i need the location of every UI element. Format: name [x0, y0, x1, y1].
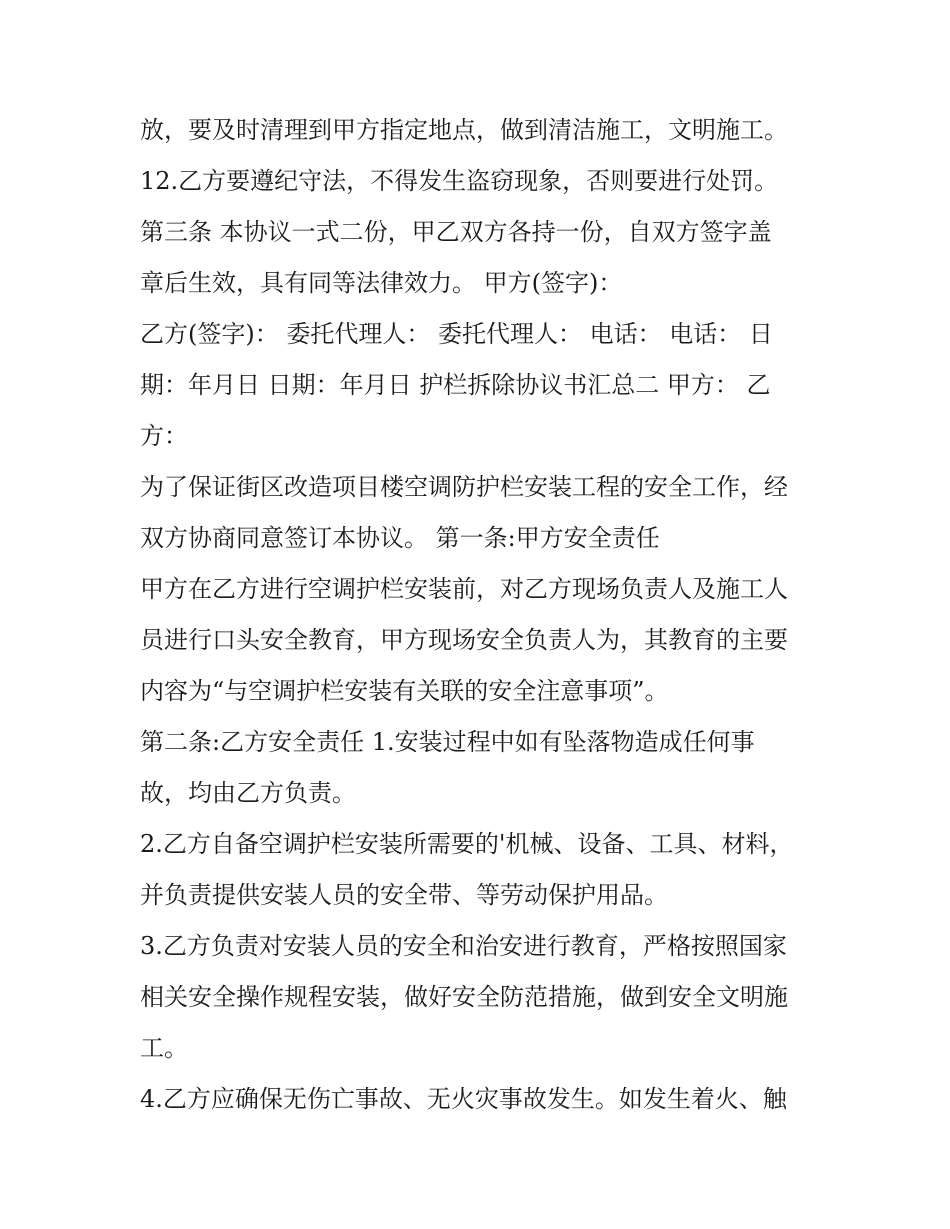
text-line: 期：年月日 日期：年月日 护栏拆除协议书汇总二 甲方： 乙 — [140, 371, 771, 399]
text-line: 双方协商同意签订本协议。 第一条:甲方安全责任 — [140, 524, 660, 552]
text-line: 相关安全操作规程安装，做好安全防范措施，做到安全文明施 — [140, 983, 788, 1011]
text-line: 内容为“与空调护栏安装有关联的安全注意事项”。 — [140, 677, 669, 705]
text-line: 4.乙方应确保无伤亡事故、无火灾事故发生。如发生着火、触 — [140, 1085, 787, 1113]
text-line: 方： — [140, 422, 188, 450]
text-line: 3.乙方负责对安装人员的安全和治安进行教育，严格按照国家 — [140, 932, 787, 960]
text-line: 第二条:乙方安全责任 1.安装过程中如有坠落物造成任何事 — [140, 728, 755, 756]
text-line: 2.乙方自备空调护栏安装所需要的'机械、设备、工具、材料， — [140, 830, 794, 858]
text-line: 故，均由乙方负责。 — [140, 779, 356, 807]
text-line: 第三条 本协议一式二份，甲乙双方各持一份，自双方签字盖 — [140, 218, 772, 246]
text-line: 章后生效，具有同等法律效力。 甲方(签字)： — [140, 269, 623, 297]
text-line: 甲方在乙方进行空调护栏安装前，对乙方现场负责人及施工人 — [140, 575, 788, 603]
text-line: 为了保证街区改造项目楼空调防护栏安装工程的安全工作，经 — [140, 473, 788, 501]
text-line: 工。 — [140, 1034, 188, 1062]
text-line: 员进行口头安全教育，甲方现场安全负责人为，其教育的主要 — [140, 626, 788, 654]
text-line: 并负责提供安装人员的安全带、等劳动保护用品。 — [140, 881, 668, 909]
text-line: 乙方(签字)： 委托代理人： 委托代理人： 电话： 电话： 日 — [140, 320, 773, 348]
text-line: 12.乙方要遵纪守法，不得发生盗窃现象，否则要进行处罚。 — [140, 167, 779, 195]
text-line: 放，要及时清理到甲方指定地点，做到清洁施工，文明施工。 — [140, 116, 788, 144]
